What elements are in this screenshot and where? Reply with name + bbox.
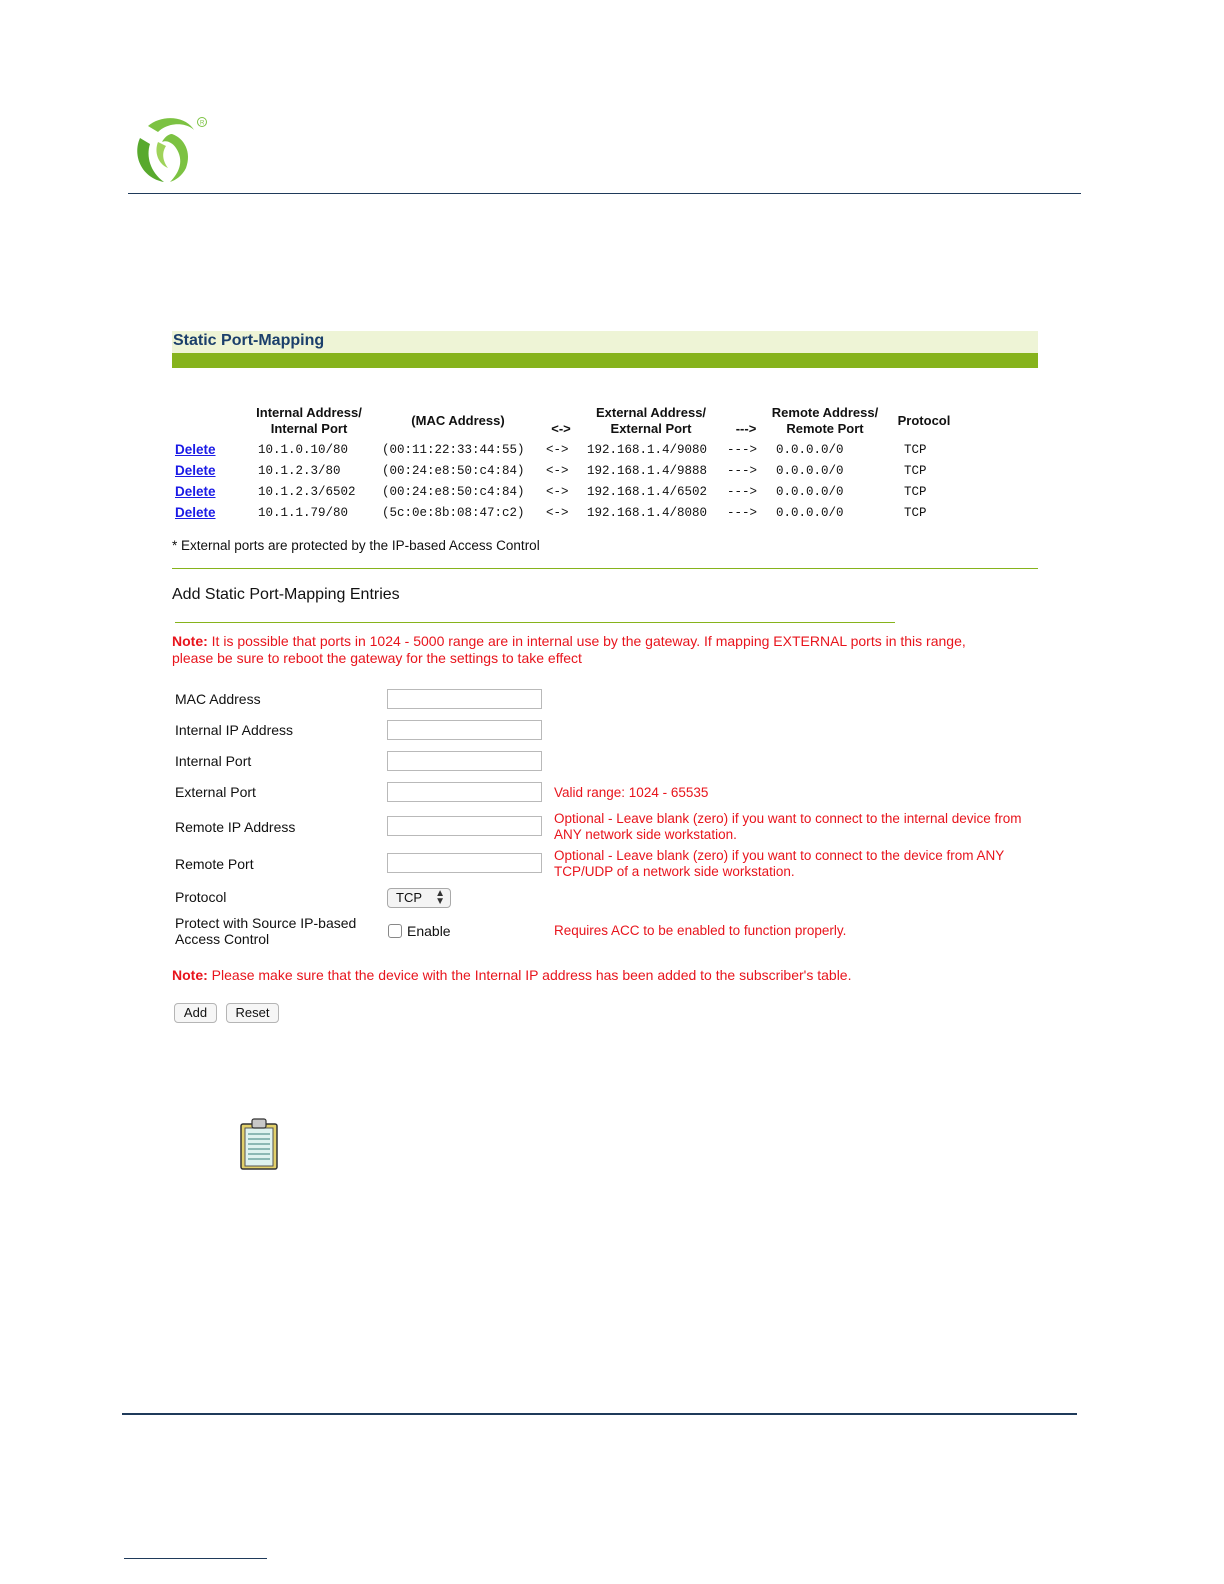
internal-port-input[interactable] [387, 751, 542, 771]
external-address-cell: 192.168.1.4/9888 [587, 464, 708, 478]
clipboard-icon [239, 1118, 279, 1170]
header-protocol: Protocol [897, 413, 951, 428]
header-external: External Address/ External Port [595, 405, 707, 436]
arrow-cell: ---> [727, 506, 758, 520]
internal-address-cell: 10.1.2.3/6502 [258, 485, 356, 499]
arrow-cell: ---> [727, 443, 758, 457]
mac-address-input[interactable] [387, 689, 542, 709]
arrow-cell: ---> [727, 485, 758, 499]
external-port-input[interactable] [387, 782, 542, 802]
header-internal: Internal Address/ Internal Port [256, 405, 362, 436]
footer-rule [122, 1413, 1077, 1415]
enable-checkbox-label: Enable [407, 923, 451, 939]
remote-port-hint: Optional - Leave blank (zero) if you want to connect to the device from ANY TCP/UDP of a network side workstation. [554, 848, 1005, 879]
header-remote: Remote Address/ Remote Port [771, 405, 879, 436]
reset-button[interactable]: Reset [226, 1003, 279, 1023]
add-section-title: Add Static Port-Mapping Entries [172, 586, 400, 603]
protocol-cell: TCP [904, 506, 927, 520]
add-button[interactable]: Add [174, 1003, 217, 1023]
remote-port-label: Remote Port [175, 856, 254, 872]
internal-ip-label: Internal IP Address [175, 722, 294, 738]
protocol-cell: TCP [904, 443, 927, 457]
arrow-cell: <-> [546, 485, 569, 499]
arrow-cell: <-> [546, 464, 569, 478]
acc-requirement-hint: Requires ACC to be enabled to function properly. [554, 923, 847, 938]
delete-link[interactable]: Delete [175, 505, 216, 520]
mac-address-cell: (5c:0e:8b:08:47:c2) [382, 506, 525, 520]
delete-link[interactable]: Delete [175, 484, 216, 499]
remote-address-cell: 0.0.0.0/0 [776, 443, 844, 457]
mac-address-cell: (00:11:22:33:44:55) [382, 443, 525, 457]
internal-address-cell: 10.1.0.10/80 [258, 443, 349, 457]
remote-port-input[interactable] [387, 853, 542, 873]
remote-address-cell: 0.0.0.0/0 [776, 506, 844, 520]
remote-ip-label: Remote IP Address [175, 819, 296, 835]
internal-address-cell: 10.1.2.3/80 [258, 464, 341, 478]
subscriber-note: Note: Please make sure that the device with the Internal IP address has been added to the subscriber's table. [172, 967, 852, 983]
header-arrow-forward: ---> [735, 421, 757, 436]
delete-link[interactable]: Delete [175, 442, 216, 457]
delete-link[interactable]: Delete [175, 463, 216, 478]
external-address-cell: 192.168.1.4/8080 [587, 506, 708, 520]
divider [175, 622, 895, 623]
mac-address-cell: (00:24:e8:50:c4:84) [382, 485, 525, 499]
mac-address-cell: (00:24:e8:50:c4:84) [382, 464, 525, 478]
internal-port-label: Internal Port [175, 753, 252, 769]
footnote-rule [124, 1558, 267, 1559]
remote-address-cell: 0.0.0.0/0 [776, 464, 844, 478]
divider [172, 568, 1038, 569]
header-arrow-bidirectional: <-> [551, 421, 571, 436]
external-address-cell: 192.168.1.4/9080 [587, 443, 708, 457]
arrow-cell: <-> [546, 506, 569, 520]
external-port-hint: Valid range: 1024 - 65535 [554, 785, 709, 800]
internal-ip-input[interactable] [387, 720, 542, 740]
header-mac: (MAC Address) [411, 413, 505, 428]
table-footnote: * External ports are protected by the IP-based Access Control [172, 538, 540, 553]
protocol-cell: TCP [904, 464, 927, 478]
remote-ip-hint: Optional - Leave blank (zero) if you want to connect to the internal device from ANY network side workstation. [554, 811, 1022, 842]
remote-address-cell: 0.0.0.0/0 [776, 485, 844, 499]
updown-arrows-icon: ▲ ▼ [435, 888, 445, 907]
enable-checkbox[interactable] [388, 924, 402, 938]
arrow-cell: ---> [727, 464, 758, 478]
internal-address-cell: 10.1.1.79/80 [258, 506, 349, 520]
protocol-cell: TCP [904, 485, 927, 499]
brand-logo [128, 112, 212, 186]
protocol-select[interactable]: TCP ▲ ▼ [387, 888, 451, 908]
protocol-label: Protocol [175, 889, 227, 905]
external-address-cell: 192.168.1.4/6502 [587, 485, 708, 499]
remote-ip-input[interactable] [387, 816, 542, 836]
arrow-cell: <-> [546, 443, 569, 457]
svg-text:R: R [200, 120, 205, 127]
mac-address-label: MAC Address [175, 691, 261, 707]
protect-label: Protect with Source IP-based Access Control [175, 915, 357, 947]
section-title-bar [172, 353, 1038, 368]
section-title: Static Port-Mapping [172, 331, 1038, 353]
header-rule [128, 193, 1081, 194]
external-port-label: External Port [175, 784, 256, 800]
port-range-note: Note: It is possible that ports in 1024 - 5000 range are in internal use by the gateway. If mapping EXTERNAL ports in this range, please be sure to reboot the gateway for the settings to take effect [172, 633, 966, 666]
